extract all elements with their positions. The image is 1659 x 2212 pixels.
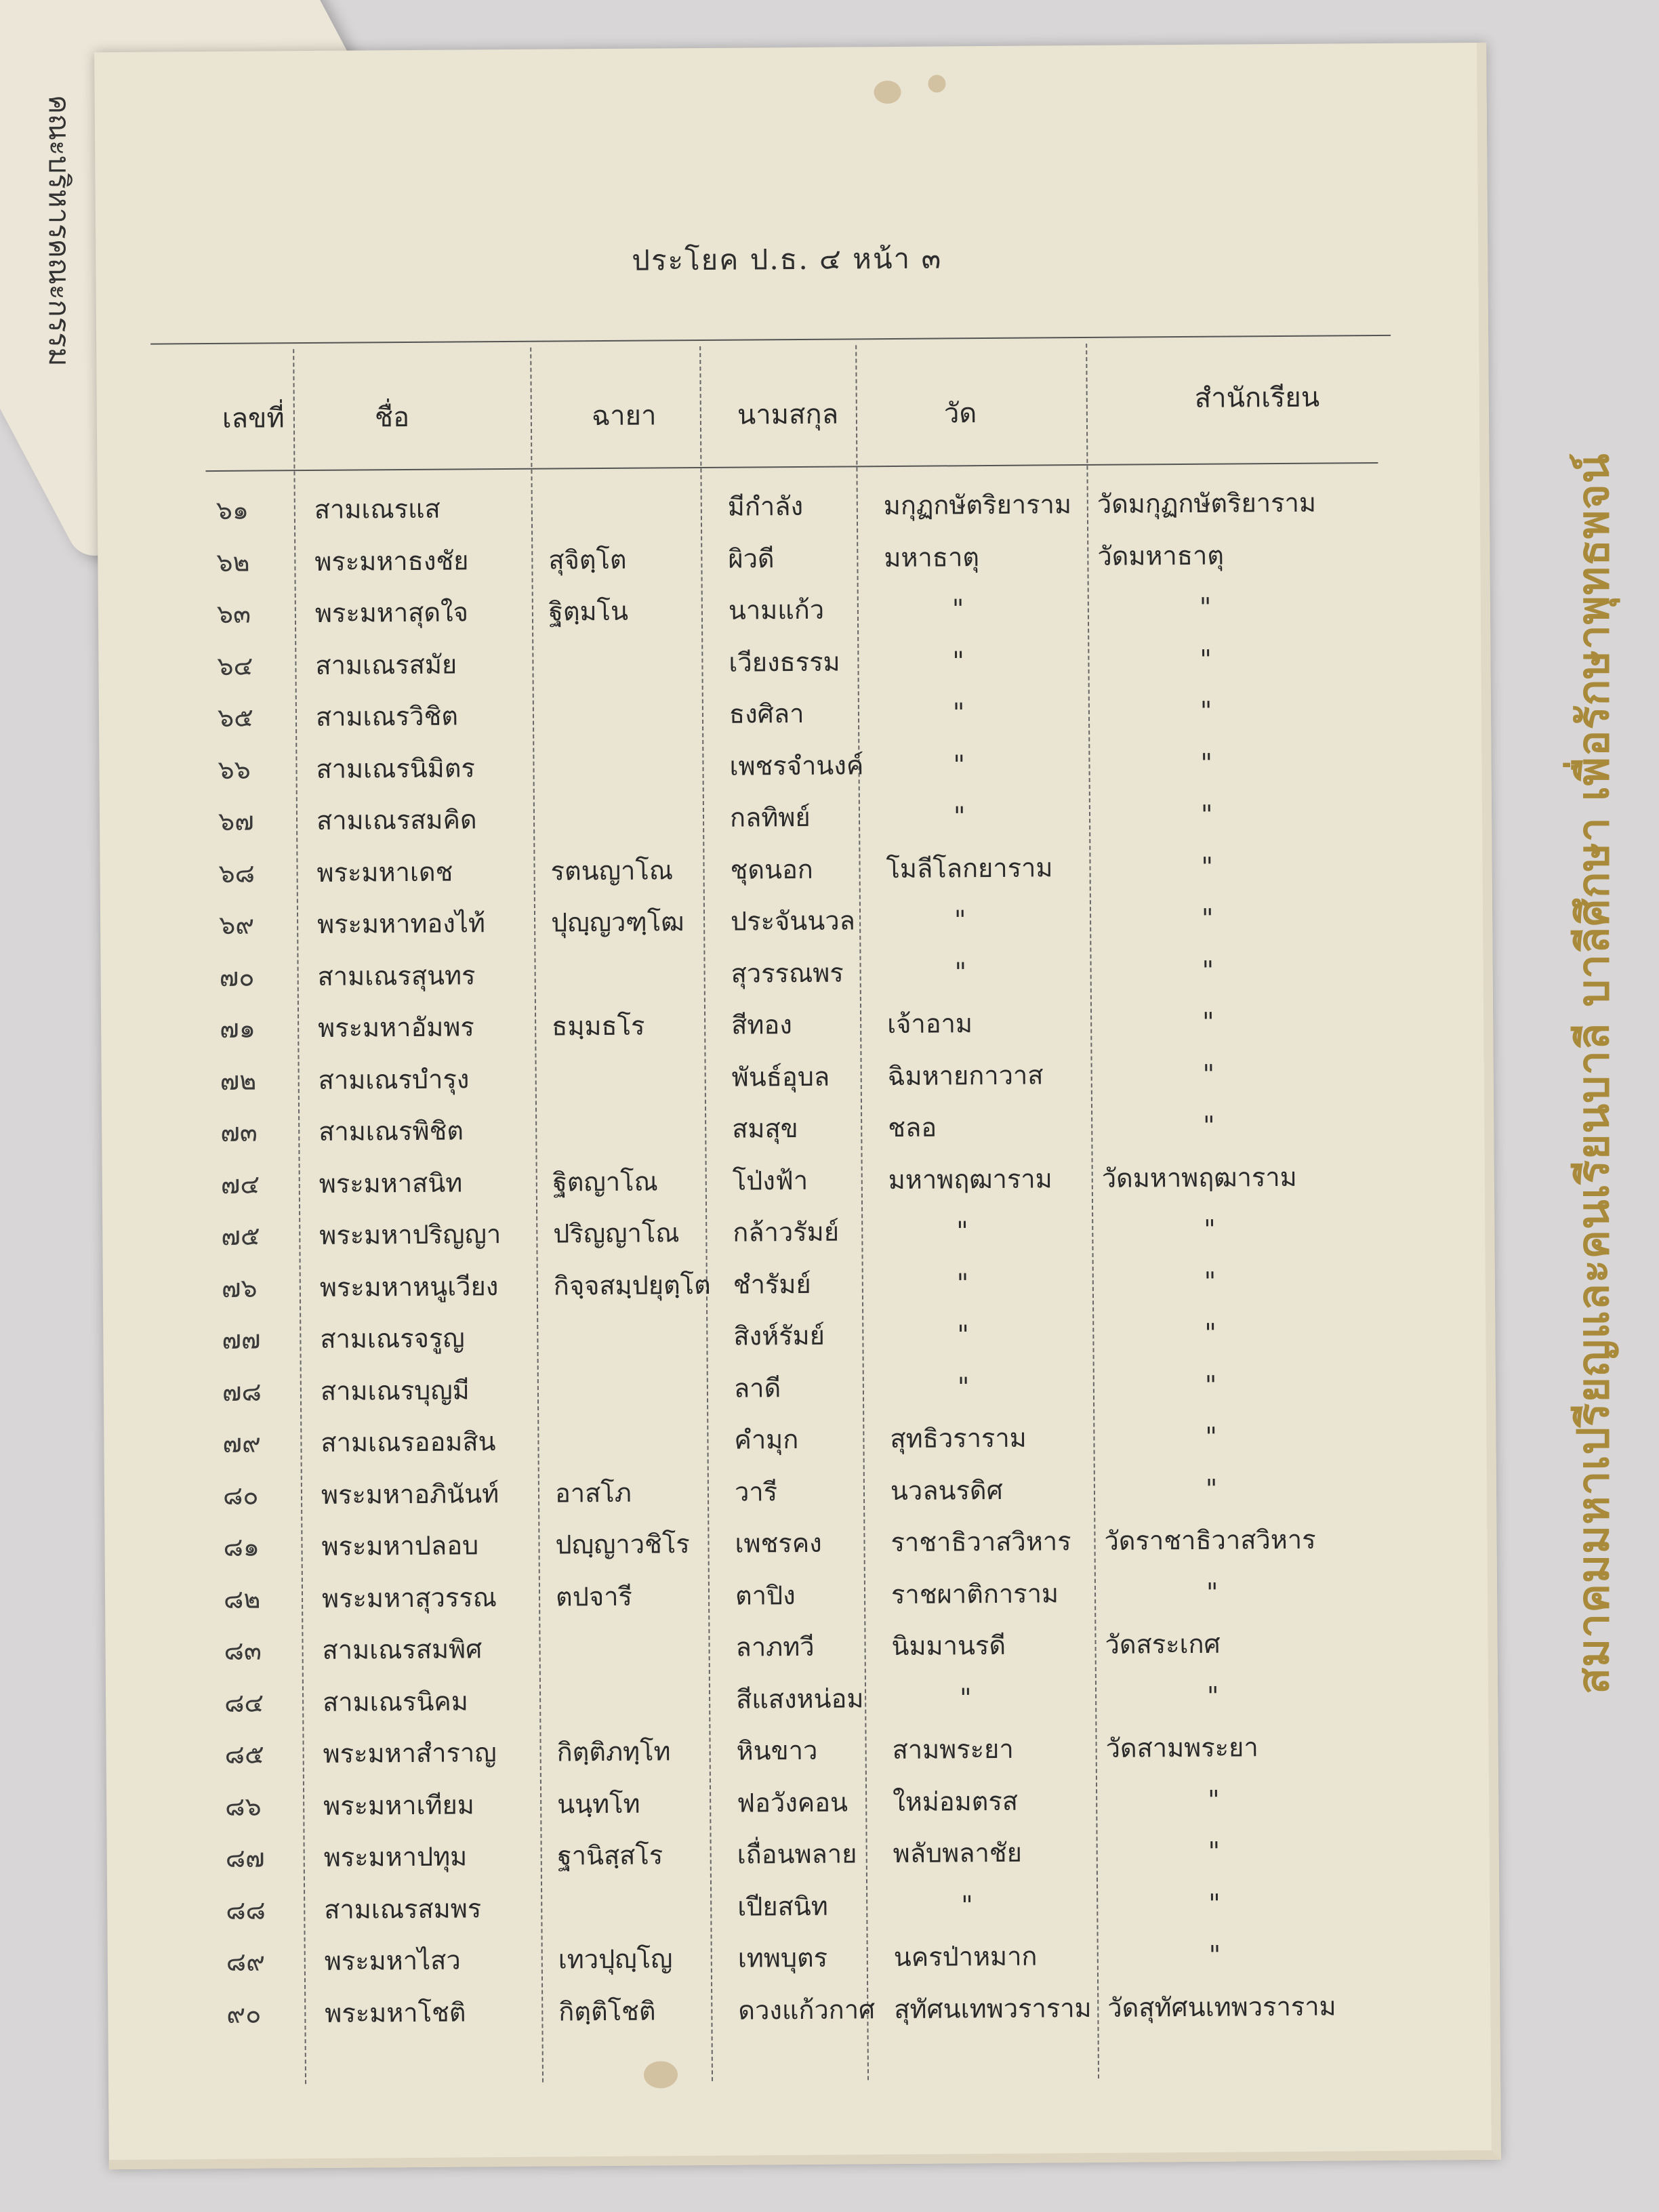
surname-cell: ชุดนอก xyxy=(730,854,813,885)
surname-cell: พันธ์อุบล xyxy=(731,1061,830,1092)
monastic-name-cell: ฐิตญาโณ xyxy=(552,1166,658,1197)
row-number-cell: ๘๐ xyxy=(222,1480,259,1511)
name-cell: สามเณรสุนทร xyxy=(317,960,476,991)
name-cell: สามเณรสมคิด xyxy=(316,804,477,836)
temple-cell: ฉิมหายกาวาส xyxy=(887,1059,1044,1091)
name-cell: พระมหาปลอบ xyxy=(321,1530,479,1561)
surname-cell: วารี xyxy=(734,1476,778,1507)
name-cell: พระมหาปทุม xyxy=(323,1841,468,1872)
row-number-cell: ๘๕ xyxy=(224,1739,264,1769)
school-cell: " xyxy=(1204,1214,1216,1244)
temple-cell: " xyxy=(952,697,965,728)
name-cell: พระมหาหนูเวียง xyxy=(319,1271,499,1303)
name-cell: พระมหาสนิท xyxy=(319,1167,463,1199)
name-cell: พระมหาสำราญ xyxy=(323,1738,497,1769)
monastic-name-cell: ฐิตฺมโน xyxy=(548,596,629,627)
row-number-cell: ๗๒ xyxy=(220,1065,257,1096)
school-cell: " xyxy=(1208,1836,1221,1866)
name-cell: พระมหาเดช xyxy=(316,857,453,888)
surname-cell: กล้าวรัมย์ xyxy=(733,1216,840,1248)
row-number-cell: ๘๘ xyxy=(226,1895,266,1925)
temple-cell: นครป่าหมาก xyxy=(893,1941,1038,1973)
monastic-name-cell: สุจิตฺโต xyxy=(548,544,627,575)
school-cell: " xyxy=(1202,955,1214,985)
column-divider xyxy=(1086,344,1099,2078)
row-number-cell: ๖๔ xyxy=(217,651,253,681)
temple-cell: " xyxy=(953,801,966,832)
name-cell: สามเณรนิคม xyxy=(322,1685,468,1717)
surname-cell: เพชรคง xyxy=(735,1528,822,1559)
temple-cell: " xyxy=(959,1682,972,1713)
row-number-cell: ๗๖ xyxy=(221,1273,258,1303)
school-cell: " xyxy=(1200,799,1213,830)
row-number-cell: ๖๒ xyxy=(216,547,250,577)
name-cell: พระมหาอภินันท์ xyxy=(321,1478,499,1510)
column-header: นามสกุล xyxy=(737,398,839,431)
row-number-cell: ๘๑ xyxy=(223,1532,260,1562)
monastic-name-cell: กิจฺจสมฺปยุตฺโต xyxy=(553,1269,711,1301)
school-cell: " xyxy=(1204,1266,1216,1296)
surname-cell: ฟอวังคอน xyxy=(737,1787,848,1818)
temple-cell: พลับพลาชัย xyxy=(893,1837,1023,1869)
surname-cell: เถื่อนพลาย xyxy=(737,1839,857,1870)
name-cell: พระมหาธงชัย xyxy=(314,545,469,577)
temple-cell: ราชผาติการาม xyxy=(890,1578,1059,1610)
temple-cell: " xyxy=(954,956,967,987)
school-cell: " xyxy=(1202,1006,1214,1037)
school-cell: " xyxy=(1208,1888,1221,1919)
column-divider xyxy=(855,345,869,2080)
row-number-cell: ๗๔ xyxy=(220,1169,260,1200)
name-cell: สามเณรสมพร xyxy=(324,1893,482,1925)
surname-cell: เวียงธรรม xyxy=(729,647,840,678)
surname-cell: ธงศิลา xyxy=(729,698,804,729)
column-header: ชื่อ xyxy=(374,401,410,434)
name-cell: พระมหาทองไท้ xyxy=(316,908,486,939)
temple-cell: สุทธิวราราม xyxy=(890,1422,1027,1454)
name-cell: สามเณรวิชิต xyxy=(315,701,459,732)
school-cell: " xyxy=(1199,592,1212,622)
school-cell: " xyxy=(1205,1473,1218,1504)
row-number-cell: ๖๕ xyxy=(217,702,254,733)
name-cell: พระมหาอัมพร xyxy=(318,1012,474,1043)
row-number-cell: ๖๗ xyxy=(218,806,254,836)
table-top-rule xyxy=(150,335,1391,345)
school-cell: " xyxy=(1205,1421,1218,1452)
surname-cell: หินขาว xyxy=(736,1735,818,1766)
school-cell: " xyxy=(1203,1110,1215,1141)
temple-cell: นิมมานรดี xyxy=(891,1630,1006,1662)
row-number-cell: ๗๓ xyxy=(220,1117,258,1147)
column-divider xyxy=(293,349,306,2084)
temple-cell: ราชาธิวาสวิหาร xyxy=(890,1526,1071,1558)
temple-cell: สุทัศนเทพวราราม xyxy=(894,1992,1092,2024)
temple-cell: " xyxy=(957,1371,970,1401)
row-number-cell: ๖๙ xyxy=(218,909,255,940)
row-number-cell: ๗๗ xyxy=(222,1324,261,1355)
school-cell: " xyxy=(1206,1681,1219,1711)
school-cell: วัดมหาธาตุ xyxy=(1097,540,1225,571)
school-cell: วัดราชาธิวาสวิหาร xyxy=(1104,1524,1316,1556)
surname-cell: ชำรัมย์ xyxy=(733,1269,811,1300)
surname-cell: ดวงแก้วกาศ xyxy=(738,1994,876,2026)
surname-cell: มีกำลัง xyxy=(727,491,804,522)
row-number-cell: ๘๒ xyxy=(223,1584,261,1614)
column-header: ฉายา xyxy=(591,400,657,432)
monastic-name-cell: ปริญญาโณ xyxy=(553,1218,680,1249)
school-cell: " xyxy=(1204,1370,1217,1400)
temple-cell: " xyxy=(952,645,965,676)
surname-cell: เปียสนิท xyxy=(737,1891,828,1922)
background-page-header-2: คณะบริหารคณะกรรม xyxy=(43,95,76,367)
school-cell: " xyxy=(1208,1940,1221,1970)
row-number-cell: ๘๓ xyxy=(224,1635,262,1666)
surname-cell: ผิวดี xyxy=(728,543,775,574)
surname-cell: ลาภทวี xyxy=(735,1631,815,1662)
page-heading: ประโยค ป.ธ. ๔ หน้า ๓ xyxy=(632,241,943,277)
row-number-cell: ๘๙ xyxy=(226,1946,266,1977)
document-page xyxy=(94,43,1501,2169)
name-cell: สามเณรนิมิตร xyxy=(316,752,476,784)
temple-cell: " xyxy=(961,1889,973,1920)
row-number-cell: ๘๖ xyxy=(225,1791,262,1822)
row-number-cell: ๖๓ xyxy=(216,598,251,629)
name-cell: สามเณรออมสิน xyxy=(321,1427,496,1458)
school-cell: วัดมกุฏกษัตริยาราม xyxy=(1097,487,1317,519)
monastic-name-cell: ธมฺมธโร xyxy=(552,1010,645,1042)
school-cell: " xyxy=(1200,695,1212,726)
monastic-name-cell: เทวปุญฺโญ xyxy=(558,1944,673,1975)
row-number-cell: ๗๘ xyxy=(222,1376,262,1407)
name-cell: สามเณรบุญมี xyxy=(320,1374,470,1406)
row-number-cell: ๙๐ xyxy=(226,1999,262,2029)
column-divider xyxy=(530,348,544,2083)
name-cell: พระมหาไสว xyxy=(324,1945,461,1976)
name-cell: พระมหาสุดใจ xyxy=(314,597,469,628)
temple-cell: นวลนรดิศ xyxy=(890,1475,1003,1506)
stain xyxy=(874,81,901,104)
row-number-cell: ๖๘ xyxy=(218,858,255,888)
temple-cell: มกุฏกษัตริยาราม xyxy=(883,489,1072,521)
surname-cell: สุวรรณพร xyxy=(731,958,844,989)
surname-cell: ตาปิง xyxy=(735,1580,796,1611)
stain xyxy=(928,75,945,92)
surname-cell: สมสุข xyxy=(732,1113,798,1144)
stain xyxy=(644,2061,678,2088)
name-cell: สามเณรสมัย xyxy=(315,649,457,680)
temple-cell: มหาธาตุ xyxy=(884,541,980,573)
row-number-cell: ๗๙ xyxy=(222,1428,262,1458)
name-cell: สามเณรสมพิศ xyxy=(322,1634,483,1665)
name-cell: สามเณรบำรุง xyxy=(318,1063,470,1095)
row-number-cell: ๘๗ xyxy=(225,1843,265,1873)
school-cell: วัดสุทัศนเทพวราราม xyxy=(1107,1990,1336,2023)
surname-cell: สิงห์รัมย์ xyxy=(733,1320,825,1351)
monastic-name-cell: กิตฺติภทฺโท xyxy=(556,1736,671,1767)
temple-cell: มหาพฤฒาราม xyxy=(888,1163,1052,1195)
temple-cell: สามพระยา xyxy=(892,1734,1014,1765)
row-number-cell: ๘๔ xyxy=(224,1687,264,1718)
row-number-cell: ๗๕ xyxy=(221,1221,260,1251)
monastic-name-cell: รตนญาโณ xyxy=(550,855,674,886)
column-divider xyxy=(699,346,713,2081)
school-cell: " xyxy=(1206,1577,1218,1607)
column-header: วัด xyxy=(943,398,977,430)
row-number-cell: ๖๑ xyxy=(216,495,249,525)
name-cell: พระมหาปริญญา xyxy=(319,1219,501,1250)
school-cell: " xyxy=(1201,851,1214,882)
surname-cell: เพชรจำนงค์ xyxy=(729,750,864,781)
watermark: สมาคมมหาเปรียญและคนเรียนบาลี บาลีศึกษา เพื่อรักษาพุทธพจน์ xyxy=(1569,453,1619,1694)
temple-cell: " xyxy=(956,1267,969,1298)
surname-cell: ประจันนวล xyxy=(730,905,856,937)
monastic-name-cell: กิตฺติโชติ xyxy=(558,1995,656,2026)
surname-cell: นามแก้ว xyxy=(728,594,825,626)
temple-cell: โมลีโลกยาราม xyxy=(886,852,1053,884)
row-number-cell: ๖๖ xyxy=(218,754,251,785)
column-header: สำนักเรียน xyxy=(1194,382,1320,414)
temple-cell: " xyxy=(951,594,964,624)
monastic-name-cell: ปุญฺญวฑฺโฒ xyxy=(550,907,684,938)
name-cell: พระมหาสุวรรณ xyxy=(321,1582,497,1614)
name-cell: สามเณรแส xyxy=(314,493,441,525)
name-cell: สามเณรพิชิต xyxy=(319,1115,464,1147)
surname-cell: เทพบุตร xyxy=(737,1942,828,1973)
school-cell: " xyxy=(1208,1784,1220,1815)
monastic-name-cell: นนฺทโท xyxy=(557,1788,640,1820)
school-cell: วัดสามพระยา xyxy=(1105,1732,1258,1763)
school-cell: " xyxy=(1202,1059,1215,1089)
school-cell: วัดมหาพฤฒาราม xyxy=(1101,1162,1297,1193)
monastic-name-cell: ปญฺญาวชิโร xyxy=(555,1529,690,1560)
monastic-name-cell: อาสโภ xyxy=(554,1477,632,1509)
row-number-cell: ๗๑ xyxy=(220,1013,256,1044)
surname-cell: สีแสงหน่อม xyxy=(735,1683,864,1715)
row-number-cell: ๗๐ xyxy=(219,962,255,992)
school-cell: " xyxy=(1200,747,1213,778)
temple-cell: ชลอ xyxy=(888,1112,937,1143)
temple-cell: ใหม่อมตรส xyxy=(893,1786,1019,1817)
column-header: เลขที่ xyxy=(222,403,285,434)
surname-cell: สีทอง xyxy=(731,1010,792,1040)
temple-cell: เจ้าอาม xyxy=(887,1008,973,1040)
school-cell: วัดสระเกศ xyxy=(1105,1629,1221,1660)
name-cell: สามเณรจรูญ xyxy=(320,1323,465,1354)
monastic-name-cell: ตปจารี xyxy=(555,1581,633,1612)
surname-cell: คำมุก xyxy=(734,1425,799,1455)
temple-cell: " xyxy=(953,749,966,779)
school-cell: " xyxy=(1201,903,1214,933)
name-cell: พระมหาโชติ xyxy=(325,1996,466,2028)
temple-cell: " xyxy=(956,1216,968,1246)
surname-cell: โป่งฟ้า xyxy=(732,1165,808,1196)
name-cell: พระมหาเทียม xyxy=(323,1789,474,1821)
temple-cell: " xyxy=(957,1319,969,1350)
monastic-name-cell: ฐานิสฺสโร xyxy=(557,1840,663,1871)
temple-cell: " xyxy=(954,905,966,935)
school-cell: " xyxy=(1204,1317,1216,1348)
header-bottom-rule xyxy=(205,462,1378,472)
school-cell: " xyxy=(1200,644,1212,674)
surname-cell: กลทิพย์ xyxy=(729,802,811,833)
surname-cell: ลาดี xyxy=(733,1372,781,1404)
